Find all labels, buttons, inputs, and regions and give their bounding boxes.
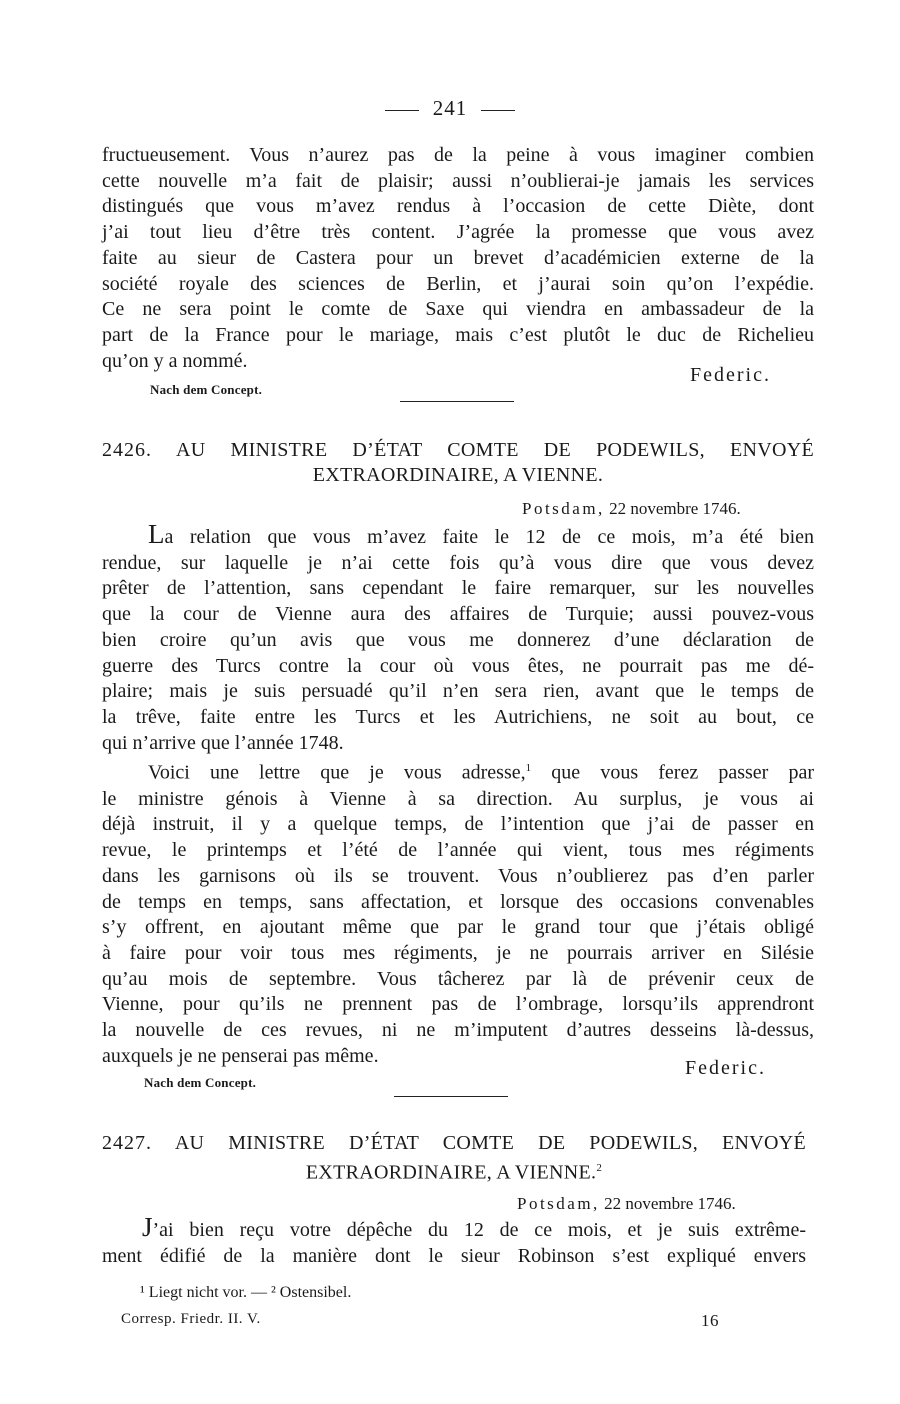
text-line: que la cour de Vienne aura des affaires de Turquie; aussi pouvez-vous	[102, 603, 814, 626]
dateline: Potsdam, 22 novembre 1746.	[517, 1194, 736, 1213]
text-line: la trêve, faite entre les Turcs et les Autrichiens, ne soit au bout, ce	[102, 705, 814, 728]
text-line: distingués que vous m’avez rendus à l’occasion de cette Diète, dont	[102, 195, 814, 218]
signature: Federic.	[690, 364, 771, 386]
text-line: qui n’arrive que l’année 1748.	[102, 731, 344, 754]
text-line: Voici une lettre que je vous adresse,$^1$ que vous ferez passer par	[148, 761, 814, 784]
text-line: part de la France pour le mariage, mais c’est plutôt le duc de Richelieu	[102, 323, 814, 346]
text-line: Vienne, pour qu’ils ne prennent pas de l’ombrage, lorsqu’ils apprendront	[102, 993, 814, 1016]
text-line: qu’on y a nommé.	[102, 349, 248, 372]
text-line: auxquels je ne penserai pas même.	[102, 1044, 379, 1067]
text-line: revue, le printemps et l’été de l’année qui vient, tous mes régiments	[102, 839, 814, 862]
text-line: fructueusement. Vous n’aurez pas de la peine à vous imaginer combien	[102, 144, 814, 166]
section-divider	[400, 401, 514, 402]
dateline: Potsdam, 22 novembre 1746.	[522, 499, 741, 518]
text-line: déjà instruit, il y a quelque temps, de l’intention que j’ai de passer en	[102, 813, 814, 836]
letter-number: 2427.	[102, 1132, 152, 1154]
text-line: le ministre génois à Vienne à sa direction. Au surplus, je vous ai	[102, 787, 814, 810]
text-line: La relation que vous m’avez faite le 12 de ce mois, m’a été bien	[148, 519, 814, 549]
letter-heading-2427: 2427. AU MINISTRE D’ÉTAT COMTE DE PODEWILS, ENVOYÉ EXTRAORDINAIRE, A VIENNE.$^2$	[102, 1132, 806, 1184]
letter-body-2427	[102, 1212, 806, 1269]
footnote-marker: 2	[596, 1162, 603, 1174]
text-line: ment édifié de la manière dont le sieur Robinson s’est expliqué envers	[102, 1244, 806, 1267]
footnote-marker: 1	[525, 762, 532, 775]
page-number-dash-right	[481, 110, 515, 111]
text-line: cette nouvelle m’a fait de plaisir; aussi n’oublierai-je jamais les services	[102, 169, 814, 192]
footer-source: Corresp. Friedr. II. V.	[121, 1311, 261, 1327]
letter-heading-2426: 2426. AU MINISTRE D’ÉTAT COMTE DE PODEWILS, ENVOYÉ EXTRAORDINAIRE, A VIENNE.	[102, 439, 814, 486]
footnotes: ¹ Liegt nicht vor. — ² Ostensibel.	[140, 1284, 352, 1301]
text-line: qu’au mois de septembre. Vous tâcherez par là de prévenir ceux de	[102, 967, 814, 990]
text-line: Ce ne sera point le comte de Saxe qui viendra en ambassadeur de la	[102, 298, 814, 321]
initial-letter: J	[142, 1212, 153, 1242]
text-line: de temps en temps, sans affectation, et lorsque des occasions convenables	[102, 890, 814, 913]
text-line: rendue, sur laquelle je n’ai cette fois qu’à vous dire que vous devez	[102, 551, 814, 574]
letter-body-2426	[102, 519, 814, 1069]
text-line: guerre des Turcs contre la cour où vous êtes, ne pourrait pas me dé-	[102, 654, 814, 677]
signature: Federic.	[685, 1057, 766, 1079]
text-line: à faire pour voir tous mes régiments, je ne pourrais arriver en Silésie	[102, 941, 814, 964]
text-line: s’y offrent, en ajoutant même que par le grand tour que j’étais obligé	[102, 916, 814, 939]
page-number: 241	[0, 96, 900, 121]
top-paragraph	[102, 143, 814, 374]
initial-letter: L	[148, 519, 165, 549]
source-note: Nach dem Concept.	[144, 1075, 257, 1090]
section-divider	[394, 1096, 508, 1097]
signature-mark: 16	[701, 1311, 719, 1330]
text-line: J’ai bien reçu votre dépêche du 12 de ce mois, et je suis extrême-	[142, 1212, 806, 1242]
text-line: faite au sieur de Castera pour un brevet d’académicien externe de la	[102, 246, 814, 269]
text-line: la nouvelle de ces revues, ni ne m’imputent d’autres desseins là-dessus,	[102, 1019, 814, 1042]
text-line: société royale des sciences de Berlin, et j’aurai soin qu’on l’expédie.	[102, 272, 814, 295]
page-number-dash-left	[385, 110, 419, 111]
text-line: dans les garnisons où ils se trouvent. Vous n’oublierez pas d’en parler	[102, 864, 814, 887]
text-line: bien croire qu’un avis que vous me donnerez d’une déclaration de	[102, 628, 814, 651]
text-line: j’ai tout lieu d’être très content. J’agrée la promesse que vous avez	[102, 221, 814, 244]
text-line: prêter de l’attention, sans cependant le faire remarquer, sur les nouvelles	[102, 577, 814, 600]
text-line: plaire; mais je suis persuadé qu’il n’en sera rien, avant que le temps de	[102, 680, 814, 703]
source-note: Nach dem Concept.	[150, 382, 263, 397]
letter-number: 2426.	[102, 439, 152, 461]
